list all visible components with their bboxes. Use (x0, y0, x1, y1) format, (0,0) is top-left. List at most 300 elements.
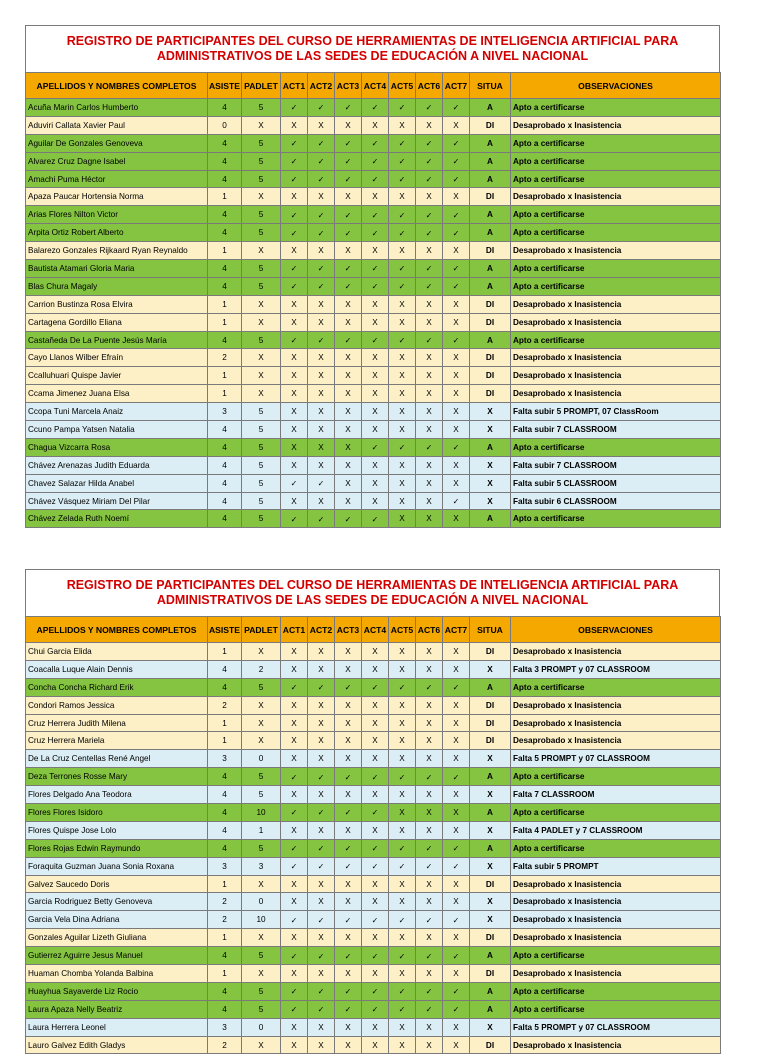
activity-cell: X (362, 188, 389, 206)
table-row (26, 116, 721, 134)
activity-cell: ✓ (389, 768, 416, 786)
padlet-cell: 5 (242, 152, 281, 170)
situation-cell: A (470, 152, 511, 170)
activity-cell: X (281, 421, 308, 439)
participant-name-cell: Aduviri Callata Xavier Paul (26, 116, 208, 134)
table-row (26, 313, 721, 331)
situation-cell: DI (470, 188, 511, 206)
observation-cell: Desaprobado x Inasistencia (511, 643, 721, 661)
situation-cell: X (470, 492, 511, 510)
activity-cell: ✓ (389, 260, 416, 278)
column-header: ACT2 (308, 617, 335, 643)
table-row (26, 224, 721, 242)
activity-cell: X (362, 714, 389, 732)
activity-cell: ✓ (443, 277, 470, 295)
table-row (26, 385, 721, 403)
observation-cell: Desaprobado x Inasistencia (511, 242, 721, 260)
participant-name-cell: Cartagena Gordillo Eliana (26, 313, 208, 331)
activity-cell: ✓ (308, 152, 335, 170)
activity-cell: ✓ (443, 911, 470, 929)
padlet-cell: 5 (242, 456, 281, 474)
activity-cell: X (281, 893, 308, 911)
table-row (26, 188, 721, 206)
activity-cell: X (308, 385, 335, 403)
activity-cell: ✓ (362, 510, 389, 528)
observation-cell: Desaprobado x Inasistencia (511, 893, 721, 911)
activity-cell: ✓ (389, 331, 416, 349)
activity-cell: X (362, 456, 389, 474)
activity-cell: ✓ (335, 982, 362, 1000)
activity-cell: ✓ (443, 331, 470, 349)
participant-name-cell: Chávez Vásquez Miriam Del Pilar (26, 492, 208, 510)
activity-cell: X (416, 1036, 443, 1054)
activity-cell: X (389, 242, 416, 260)
situation-cell: A (470, 839, 511, 857)
padlet-cell: X (242, 295, 281, 313)
padlet-cell: 5 (242, 134, 281, 152)
observation-cell: Falta subir 7 CLASSROOM (511, 421, 721, 439)
participants-table (25, 72, 721, 528)
activity-cell: X (389, 474, 416, 492)
activity-cell: ✓ (389, 206, 416, 224)
activity-cell: X (416, 116, 443, 134)
activity-cell: ✓ (335, 170, 362, 188)
activity-cell: ✓ (389, 982, 416, 1000)
padlet-cell: 5 (242, 474, 281, 492)
activity-cell: X (416, 1018, 443, 1036)
activity-cell: ✓ (335, 768, 362, 786)
title-line-2: ADMINISTRATIVOS DE LAS SEDES DE EDUCACIÓN A NIVEL NACIONAL (156, 593, 589, 607)
padlet-cell: X (242, 385, 281, 403)
activity-cell: X (308, 1036, 335, 1054)
participant-name-cell: Cruz Herrera Judith Milena (26, 714, 208, 732)
attendance-cell: 1 (208, 965, 242, 983)
activity-cell: X (362, 732, 389, 750)
header-row (26, 73, 721, 99)
table-row (26, 421, 721, 439)
activity-cell: X (335, 660, 362, 678)
column-header: ACT1 (281, 73, 308, 99)
activity-cell: X (308, 696, 335, 714)
activity-cell: X (416, 732, 443, 750)
padlet-cell: 5 (242, 206, 281, 224)
activity-cell: X (281, 732, 308, 750)
activity-cell: ✓ (308, 206, 335, 224)
activity-cell: X (335, 421, 362, 439)
table-row (26, 965, 721, 983)
activity-cell: ✓ (389, 1000, 416, 1018)
participants-table (25, 616, 721, 1054)
activity-cell: X (281, 116, 308, 134)
activity-cell: X (281, 965, 308, 983)
observation-cell: Desaprobado x Inasistencia (511, 116, 721, 134)
table-row (26, 750, 721, 768)
activity-cell: ✓ (335, 331, 362, 349)
observation-cell: Desaprobado x Inasistencia (511, 349, 721, 367)
activity-cell: ✓ (443, 170, 470, 188)
activity-cell: ✓ (335, 510, 362, 528)
activity-cell: ✓ (443, 947, 470, 965)
padlet-cell: 5 (242, 260, 281, 278)
activity-cell: X (443, 643, 470, 661)
column-header: ACT6 (416, 73, 443, 99)
participant-name-cell: Lauro Galvez Edith Gladys (26, 1036, 208, 1054)
attendance-cell: 4 (208, 99, 242, 117)
activity-cell: ✓ (362, 768, 389, 786)
activity-cell: ✓ (389, 947, 416, 965)
activity-cell: ✓ (389, 224, 416, 242)
attendance-cell: 4 (208, 224, 242, 242)
observation-cell: Desaprobado x Inasistencia (511, 714, 721, 732)
activity-cell: X (362, 1018, 389, 1036)
activity-cell: X (335, 438, 362, 456)
activity-cell: ✓ (416, 678, 443, 696)
activity-cell: ✓ (443, 678, 470, 696)
attendance-cell: 4 (208, 456, 242, 474)
participant-name-cell: Huayhua Sayaverde Liz Rocio (26, 982, 208, 1000)
activity-cell: X (308, 438, 335, 456)
attendance-cell: 1 (208, 732, 242, 750)
activity-cell: ✓ (443, 260, 470, 278)
activity-cell: X (443, 242, 470, 260)
activity-cell: ✓ (416, 768, 443, 786)
activity-cell: X (362, 492, 389, 510)
activity-cell: ✓ (362, 224, 389, 242)
activity-cell: X (281, 696, 308, 714)
participant-name-cell: Chavez Salazar Hilda Anabel (26, 474, 208, 492)
activity-cell: X (443, 965, 470, 983)
activity-cell: X (443, 750, 470, 768)
activity-cell: X (362, 116, 389, 134)
observation-cell: Falta subir 7 CLASSROOM (511, 456, 721, 474)
activity-cell: X (443, 313, 470, 331)
participant-name-cell: Chagua Vizcarra Rosa (26, 438, 208, 456)
situation-cell: DI (470, 242, 511, 260)
table-row (26, 643, 721, 661)
activity-cell: ✓ (281, 678, 308, 696)
column-header: APELLIDOS Y NOMBRES COMPLETOS (26, 617, 208, 643)
activity-cell: X (308, 929, 335, 947)
activity-cell: ✓ (362, 99, 389, 117)
padlet-cell: 5 (242, 170, 281, 188)
activity-cell: X (281, 188, 308, 206)
activity-cell: X (335, 786, 362, 804)
padlet-cell: X (242, 188, 281, 206)
table-row (26, 367, 721, 385)
padlet-cell: X (242, 349, 281, 367)
padlet-cell: X (242, 714, 281, 732)
activity-cell: ✓ (281, 170, 308, 188)
activity-cell: X (335, 821, 362, 839)
activity-cell: X (281, 643, 308, 661)
situation-cell: X (470, 1018, 511, 1036)
activity-cell: X (362, 750, 389, 768)
padlet-cell: 5 (242, 438, 281, 456)
attendance-cell: 4 (208, 474, 242, 492)
activity-cell: X (416, 804, 443, 822)
table-body (26, 99, 721, 528)
activity-cell: X (335, 242, 362, 260)
padlet-cell: X (242, 875, 281, 893)
activity-cell: X (308, 242, 335, 260)
situation-cell: A (470, 206, 511, 224)
activity-cell: ✓ (308, 134, 335, 152)
table-row (26, 1000, 721, 1018)
activity-cell: ✓ (335, 134, 362, 152)
activity-cell: X (416, 188, 443, 206)
activity-cell: ✓ (281, 474, 308, 492)
table-row (26, 1036, 721, 1054)
activity-cell: ✓ (308, 99, 335, 117)
activity-cell: X (416, 714, 443, 732)
attendance-cell: 4 (208, 768, 242, 786)
observation-cell: Apto a certificarse (511, 1000, 721, 1018)
observation-cell: Falta 3 PROMPT y 07 CLASSROOM (511, 660, 721, 678)
attendance-cell: 4 (208, 421, 242, 439)
participant-name-cell: Bautista Atamari Gloria Maria (26, 260, 208, 278)
participant-name-cell: Garcia Vela Dina Adriana (26, 911, 208, 929)
table-body (26, 643, 721, 1054)
activity-cell: ✓ (443, 152, 470, 170)
activity-cell: ✓ (335, 260, 362, 278)
situation-cell: A (470, 438, 511, 456)
attendance-cell: 4 (208, 786, 242, 804)
activity-cell: X (443, 116, 470, 134)
column-header: ASISTE (208, 617, 242, 643)
activity-cell: X (443, 474, 470, 492)
activity-cell: ✓ (281, 947, 308, 965)
activity-cell: ✓ (335, 152, 362, 170)
table-row (26, 474, 721, 492)
table-row (26, 875, 721, 893)
activity-cell: ✓ (443, 438, 470, 456)
padlet-cell: 5 (242, 492, 281, 510)
activity-cell: X (416, 929, 443, 947)
column-header: SITUA (470, 73, 511, 99)
attendance-cell: 4 (208, 804, 242, 822)
registry-sheet-2 (25, 569, 720, 1054)
activity-cell: X (335, 456, 362, 474)
attendance-cell: 1 (208, 313, 242, 331)
activity-cell: ✓ (281, 224, 308, 242)
activity-cell: X (443, 893, 470, 911)
attendance-cell: 3 (208, 750, 242, 768)
activity-cell: X (389, 804, 416, 822)
table-row (26, 152, 721, 170)
activity-cell: ✓ (308, 678, 335, 696)
activity-cell: X (281, 1036, 308, 1054)
activity-cell: ✓ (335, 678, 362, 696)
padlet-cell: X (242, 696, 281, 714)
attendance-cell: 4 (208, 152, 242, 170)
situation-cell: DI (470, 116, 511, 134)
situation-cell: X (470, 821, 511, 839)
activity-cell: X (416, 643, 443, 661)
title-line-1: REGISTRO DE PARTICIPANTES DEL CURSO DE HERRAMIENTAS DE INTELIGENCIA ARTIFICIAL PARA (66, 34, 679, 48)
activity-cell: X (362, 313, 389, 331)
participant-name-cell: Galvez Saucedo Doris (26, 875, 208, 893)
observation-cell: Apto a certificarse (511, 260, 721, 278)
observation-cell: Apto a certificarse (511, 277, 721, 295)
table-row (26, 911, 721, 929)
padlet-cell: X (242, 313, 281, 331)
situation-cell: DI (470, 643, 511, 661)
activity-cell: X (308, 349, 335, 367)
padlet-cell: 5 (242, 786, 281, 804)
activity-cell: X (362, 786, 389, 804)
activity-cell: X (416, 660, 443, 678)
observation-cell: Apto a certificarse (511, 678, 721, 696)
activity-cell: ✓ (281, 134, 308, 152)
participant-name-cell: Ccuno Pampa Yatsen Natalia (26, 421, 208, 439)
activity-cell: X (362, 965, 389, 983)
activity-cell: X (362, 696, 389, 714)
activity-cell: X (335, 349, 362, 367)
padlet-cell: 5 (242, 403, 281, 421)
sheet-title (25, 25, 720, 72)
activity-cell: X (416, 696, 443, 714)
activity-cell: ✓ (416, 857, 443, 875)
activity-cell: X (362, 349, 389, 367)
activity-cell: X (416, 474, 443, 492)
attendance-cell: 4 (208, 260, 242, 278)
situation-cell: DI (470, 965, 511, 983)
activity-cell: X (416, 295, 443, 313)
padlet-cell: 5 (242, 224, 281, 242)
situation-cell: DI (470, 875, 511, 893)
table-row (26, 732, 721, 750)
table-row (26, 947, 721, 965)
activity-cell: ✓ (362, 678, 389, 696)
participant-name-cell: Chávez Arenazas Judith Eduarda (26, 456, 208, 474)
observation-cell: Falta subir 5 PROMPT, 07 ClassRoom (511, 403, 721, 421)
activity-cell: ✓ (335, 99, 362, 117)
situation-cell: A (470, 947, 511, 965)
activity-cell: ✓ (443, 982, 470, 1000)
activity-cell: X (389, 696, 416, 714)
column-header: ACT2 (308, 73, 335, 99)
activity-cell: ✓ (362, 260, 389, 278)
situation-cell: X (470, 893, 511, 911)
padlet-cell: 10 (242, 804, 281, 822)
attendance-cell: 4 (208, 678, 242, 696)
activity-cell: ✓ (308, 804, 335, 822)
activity-cell: X (443, 929, 470, 947)
observation-cell: Apto a certificarse (511, 839, 721, 857)
activity-cell: ✓ (281, 206, 308, 224)
activity-cell: ✓ (308, 982, 335, 1000)
activity-cell: X (335, 750, 362, 768)
table-row (26, 857, 721, 875)
observation-cell: Falta subir 6 CLASSROOM (511, 492, 721, 510)
observation-cell: Apto a certificarse (511, 804, 721, 822)
participant-name-cell: Amachi Puma Héctor (26, 170, 208, 188)
activity-cell: X (308, 421, 335, 439)
activity-cell: X (281, 786, 308, 804)
attendance-cell: 4 (208, 170, 242, 188)
activity-cell: X (362, 421, 389, 439)
attendance-cell: 1 (208, 385, 242, 403)
activity-cell: X (443, 188, 470, 206)
activity-cell: X (335, 403, 362, 421)
situation-cell: DI (470, 367, 511, 385)
observation-cell: Apto a certificarse (511, 99, 721, 117)
activity-cell: X (281, 438, 308, 456)
activity-cell: ✓ (389, 857, 416, 875)
column-header: ASISTE (208, 73, 242, 99)
participant-name-cell: Flores Rojas Edwin Raymundo (26, 839, 208, 857)
participant-name-cell: Condori Ramos Jessica (26, 696, 208, 714)
activity-cell: X (308, 492, 335, 510)
participant-name-cell: Cruz Herrera Mariela (26, 732, 208, 750)
padlet-cell: X (242, 1036, 281, 1054)
situation-cell: X (470, 456, 511, 474)
observation-cell: Falta 5 PROMPT y 07 CLASSROOM (511, 1018, 721, 1036)
activity-cell: X (335, 732, 362, 750)
padlet-cell: 5 (242, 510, 281, 528)
observation-cell: Falta 7 CLASSROOM (511, 786, 721, 804)
table-row (26, 206, 721, 224)
participant-name-cell: Flores Flores Isidoro (26, 804, 208, 822)
table-row (26, 768, 721, 786)
activity-cell: ✓ (443, 492, 470, 510)
padlet-cell: 0 (242, 1018, 281, 1036)
participant-name-cell: Flores Delgado Ana Teodora (26, 786, 208, 804)
column-header: ACT7 (443, 617, 470, 643)
attendance-cell: 1 (208, 242, 242, 260)
activity-cell: ✓ (416, 260, 443, 278)
activity-cell: ✓ (308, 768, 335, 786)
activity-cell: X (308, 821, 335, 839)
column-header: ACT1 (281, 617, 308, 643)
activity-cell: X (281, 349, 308, 367)
activity-cell: ✓ (281, 839, 308, 857)
activity-cell: X (416, 367, 443, 385)
activity-cell: X (416, 965, 443, 983)
activity-cell: ✓ (308, 170, 335, 188)
activity-cell: ✓ (416, 911, 443, 929)
activity-cell: X (443, 1036, 470, 1054)
attendance-cell: 4 (208, 839, 242, 857)
participant-name-cell: Blas Chura Magaly (26, 277, 208, 295)
attendance-cell: 1 (208, 295, 242, 313)
activity-cell: X (443, 804, 470, 822)
column-header: ACT3 (335, 73, 362, 99)
attendance-cell: 2 (208, 1036, 242, 1054)
observation-cell: Desaprobado x Inasistencia (511, 696, 721, 714)
activity-cell: ✓ (362, 839, 389, 857)
activity-cell: X (281, 875, 308, 893)
column-header: ACT7 (443, 73, 470, 99)
participant-name-cell: Deza Terrones Rosse Mary (26, 768, 208, 786)
activity-cell: ✓ (443, 99, 470, 117)
participant-name-cell: Foraquita Guzman Juana Sonia Roxana (26, 857, 208, 875)
observation-cell: Falta 5 PROMPT y 07 CLASSROOM (511, 750, 721, 768)
activity-cell: ✓ (389, 277, 416, 295)
activity-cell: X (281, 385, 308, 403)
activity-cell: ✓ (416, 947, 443, 965)
observation-cell: Apto a certificarse (511, 134, 721, 152)
table-row (26, 331, 721, 349)
activity-cell: X (416, 313, 443, 331)
activity-cell: X (335, 1036, 362, 1054)
column-header: PADLET (242, 73, 281, 99)
activity-cell: ✓ (362, 911, 389, 929)
activity-cell: ✓ (335, 839, 362, 857)
attendance-cell: 4 (208, 492, 242, 510)
observation-cell: Desaprobado x Inasistencia (511, 965, 721, 983)
participant-name-cell: Gonzales Aguilar Lizeth Giuliana (26, 929, 208, 947)
